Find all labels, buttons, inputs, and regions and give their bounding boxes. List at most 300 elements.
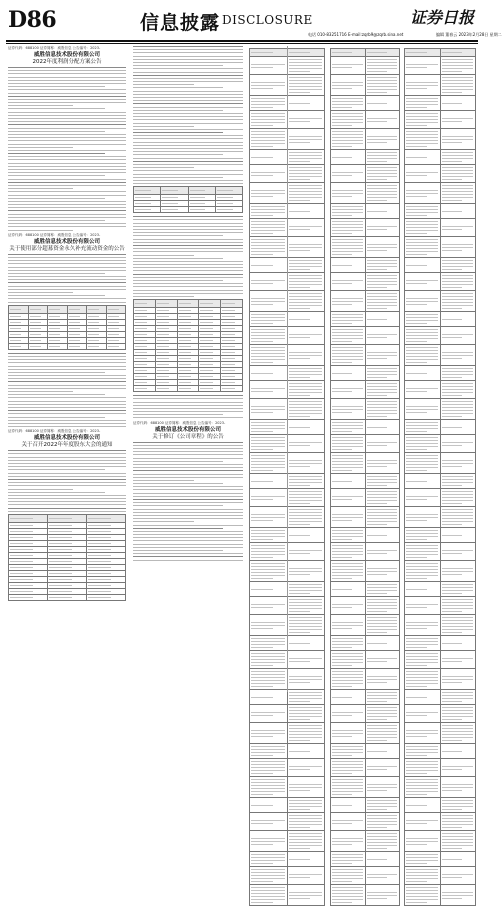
- cell-text-line: [442, 77, 474, 78]
- cell-text-line: [367, 263, 398, 264]
- table-row: [250, 885, 325, 906]
- cell-text-line: [406, 85, 438, 86]
- cell-text-line: [289, 92, 311, 93]
- table-row: [331, 381, 400, 399]
- cell-text-line: [332, 878, 363, 879]
- cell-text-line: [49, 591, 72, 592]
- cell-text-line: [406, 125, 427, 126]
- cell-text-line: [108, 346, 119, 347]
- cell-text-line: [289, 83, 323, 84]
- notice-title-block: [133, 427, 243, 441]
- cell-text-line: [289, 568, 323, 569]
- cell-text-line: [332, 143, 363, 144]
- cell-text-line: [332, 557, 352, 558]
- cell-text-line: [251, 82, 285, 83]
- table-row: [405, 96, 476, 111]
- table-cell: [331, 111, 366, 129]
- cell-text-line: [406, 791, 438, 792]
- cell-text-line: [332, 341, 352, 342]
- cell-text-line: [332, 887, 363, 888]
- table-cell: [155, 386, 177, 392]
- cell-text-line: [367, 608, 398, 609]
- table-row: [331, 690, 400, 705]
- table-cell: [250, 165, 288, 183]
- cell-text-line: [289, 833, 323, 834]
- cell-text-line: [406, 458, 438, 459]
- cell-text-line: [442, 848, 463, 849]
- table-cell: [250, 798, 288, 813]
- cell-text-line: [442, 413, 474, 414]
- text-line: [133, 414, 223, 415]
- table-row: [250, 813, 325, 831]
- cell-text-line: [200, 334, 212, 335]
- cell-text-line: [367, 809, 387, 810]
- cell-text-line: [10, 585, 33, 586]
- table-cell: [440, 723, 476, 744]
- table-divider: [287, 46, 288, 692]
- table-cell: [331, 399, 366, 420]
- cell-text-line: [406, 857, 438, 858]
- cell-text-line: [289, 416, 311, 417]
- cell-text-line: [406, 251, 438, 252]
- cell-text-line: [10, 531, 33, 532]
- table-cell: [287, 453, 325, 474]
- cell-text-line: [406, 431, 427, 432]
- cell-text-line: [251, 172, 285, 173]
- cell-text-line: [367, 845, 398, 846]
- cell-text-line: [10, 525, 33, 526]
- cell-text-line: [289, 152, 323, 153]
- cell-text-line: [251, 548, 285, 549]
- cell-text-line: [406, 227, 438, 228]
- table-cell: [440, 615, 476, 636]
- cell-text-line: [406, 190, 438, 191]
- cell-text-line: [157, 340, 169, 341]
- cell-text-line: [162, 190, 178, 191]
- text-line: [8, 112, 126, 113]
- cell-text-line: [30, 322, 41, 323]
- cell-text-line: [289, 682, 311, 683]
- table-cell: [365, 204, 400, 219]
- table-cell: [287, 291, 325, 312]
- cell-text-line: [442, 815, 474, 816]
- cell-text-line: [200, 328, 212, 329]
- text-line: [133, 547, 243, 548]
- table-row: [405, 723, 476, 744]
- text-line: [133, 219, 243, 220]
- text-line: [133, 417, 243, 418]
- text-line: [133, 270, 243, 271]
- cell-text-line: [251, 551, 285, 552]
- table-row: [331, 705, 400, 723]
- cell-text-line: [367, 695, 398, 696]
- cell-text-line: [289, 877, 311, 878]
- table-cell: [250, 669, 288, 690]
- table-cell: [177, 386, 199, 392]
- table-cell: [250, 867, 288, 885]
- cell-text-line: [289, 179, 311, 180]
- cell-text-line: [88, 309, 99, 310]
- cell-text-line: [251, 863, 273, 864]
- cell-text-line: [406, 425, 438, 426]
- table-cell: [365, 165, 400, 183]
- table-cell: [287, 57, 325, 75]
- cell-text-line: [442, 416, 463, 417]
- text-line: [8, 385, 126, 386]
- text-line: [133, 183, 243, 184]
- cell-text-line: [289, 737, 323, 738]
- data-table: [133, 186, 243, 213]
- cell-text-line: [200, 340, 212, 341]
- cell-text-line: [406, 461, 438, 462]
- text-line: [133, 534, 243, 535]
- cell-text-line: [251, 557, 273, 558]
- text-line: [133, 126, 194, 127]
- table-cell: [287, 636, 325, 651]
- cell-text-line: [367, 80, 398, 81]
- cell-text-line: [442, 52, 463, 53]
- cell-text-line: [367, 89, 398, 90]
- cell-text-line: [88, 561, 111, 562]
- table-cell: [405, 75, 441, 96]
- cell-text-line: [251, 869, 285, 870]
- cell-text-line: [289, 643, 311, 644]
- table-cell: [87, 343, 107, 349]
- cell-text-line: [332, 251, 363, 252]
- cell-text-line: [289, 200, 311, 201]
- table-row: [405, 852, 476, 867]
- cell-text-line: [406, 88, 427, 89]
- cell-text-line: [406, 212, 438, 213]
- cell-text-line: [222, 346, 234, 347]
- cell-text-line: [406, 209, 438, 210]
- cell-text-line: [289, 139, 323, 140]
- cell-text-line: [406, 533, 438, 534]
- cell-text-line: [289, 352, 323, 353]
- table-cell: [365, 651, 400, 669]
- cell-text-line: [332, 362, 352, 363]
- cell-text-line: [222, 352, 234, 353]
- cell-text-line: [289, 769, 311, 770]
- cell-text-line: [406, 686, 427, 687]
- cell-text-line: [251, 752, 285, 753]
- cell-text-line: [406, 323, 427, 324]
- cell-text-line: [251, 116, 285, 117]
- cell-text-line: [332, 566, 363, 567]
- table-row: [405, 345, 476, 366]
- cell-text-line: [367, 491, 398, 492]
- table-cell: [331, 759, 366, 777]
- cell-text-line: [289, 319, 311, 320]
- cell-text-line: [367, 568, 398, 569]
- text-line: [133, 119, 243, 120]
- cell-text-line: [179, 334, 191, 335]
- cell-text-line: [332, 461, 363, 462]
- cell-text-line: [30, 346, 41, 347]
- table-cell: [365, 813, 400, 831]
- table-cell: [287, 183, 325, 204]
- cell-text-line: [289, 809, 311, 810]
- cell-text-line: [289, 698, 323, 699]
- cell-text-line: [406, 563, 438, 564]
- cell-text-line: [332, 779, 363, 780]
- cell-text-line: [367, 170, 398, 171]
- cell-text-line: [289, 89, 323, 90]
- cell-text-line: [88, 573, 111, 574]
- cell-text-line: [442, 371, 474, 372]
- cell-text-line: [332, 872, 363, 873]
- cell-text-line: [157, 376, 169, 377]
- text-line: [133, 550, 223, 551]
- text-line: [133, 158, 243, 159]
- table-cell: [250, 852, 288, 867]
- cell-text-line: [442, 485, 463, 486]
- cell-text-line: [251, 589, 273, 590]
- cell-text-line: [367, 103, 387, 104]
- text-line: [133, 451, 243, 452]
- cell-text-line: [200, 316, 212, 317]
- text-line: [8, 144, 126, 145]
- cell-text-line: [442, 740, 463, 741]
- cell-text-line: [406, 589, 427, 590]
- cell-text-line: [332, 791, 363, 792]
- cell-text-line: [367, 299, 398, 300]
- text-line: [8, 118, 126, 119]
- cell-text-line: [442, 833, 474, 834]
- cell-text-line: [251, 496, 285, 497]
- cell-text-line: [442, 491, 474, 492]
- cell-text-line: [200, 346, 212, 347]
- cell-text-line: [442, 65, 474, 66]
- cell-text-line: [367, 833, 398, 834]
- table-cell: [28, 343, 48, 349]
- cell-text-line: [367, 599, 398, 600]
- cell-text-line: [367, 334, 398, 335]
- cell-text-line: [442, 355, 474, 356]
- cell-text-line: [251, 539, 273, 540]
- table-cell: [405, 759, 441, 777]
- table-cell: [331, 474, 366, 489]
- table-header-row: [134, 300, 243, 308]
- cell-text-line: [251, 227, 285, 228]
- text-line: [133, 97, 243, 98]
- cell-text-line: [442, 716, 474, 717]
- text-line: [8, 207, 126, 208]
- cell-text-line: [406, 499, 427, 500]
- table-row: [134, 207, 243, 213]
- text-line: [133, 461, 223, 462]
- text-line: [8, 426, 126, 427]
- cell-text-line: [49, 531, 72, 532]
- cell-text-line: [179, 310, 191, 311]
- cell-text-line: [442, 211, 463, 212]
- cell-text-line: [222, 364, 234, 365]
- text-line: [8, 105, 73, 106]
- cell-text-line: [289, 728, 323, 729]
- cell-text-line: [289, 377, 311, 378]
- table-row: [331, 798, 400, 813]
- cell-text-line: [332, 119, 363, 120]
- text-line: [8, 191, 126, 192]
- text-line: [133, 132, 223, 133]
- table-cell: [331, 597, 366, 615]
- text-line: [133, 448, 243, 449]
- cell-text-line: [332, 196, 352, 197]
- cell-text-line: [367, 179, 387, 180]
- cell-text-line: [200, 370, 212, 371]
- cell-text-line: [442, 386, 474, 387]
- notice-title: 关于使用部分超募资金永久补充流动资金的公告: [9, 245, 125, 252]
- cell-text-line: [367, 442, 398, 443]
- cell-text-line: [251, 563, 285, 564]
- cell-text-line: [332, 794, 352, 795]
- cell-text-line: [179, 370, 191, 371]
- cell-text-line: [367, 518, 398, 519]
- cell-text-line: [367, 445, 387, 446]
- cell-text-line: [442, 377, 463, 378]
- cell-text-line: [406, 671, 438, 672]
- cell-text-line: [251, 733, 285, 734]
- text-line: [133, 531, 243, 532]
- cell-text-line: [442, 319, 463, 320]
- table-row: [405, 867, 476, 885]
- cell-text-line: [251, 373, 273, 374]
- cell-text-line: [332, 863, 352, 864]
- table-cell: [161, 207, 188, 213]
- table-row: [250, 744, 325, 759]
- cell-text-line: [332, 656, 363, 657]
- cell-text-line: [406, 388, 438, 389]
- text-line: [133, 512, 243, 513]
- cell-text-line: [406, 440, 438, 441]
- table-cell: [405, 129, 441, 150]
- cell-text-line: [332, 131, 363, 132]
- cell-text-line: [251, 140, 285, 141]
- cell-text-line: [406, 517, 438, 518]
- cell-text-line: [367, 281, 398, 282]
- cell-text-line: [289, 629, 323, 630]
- cell-text-line: [442, 584, 474, 585]
- cell-text-line: [406, 116, 438, 117]
- notice-title-block: [8, 435, 126, 449]
- table-cell: [250, 723, 288, 744]
- cell-text-line: [190, 190, 206, 191]
- table-cell: [287, 561, 325, 582]
- cell-text-line: [251, 101, 285, 102]
- text-line: [133, 223, 243, 224]
- cell-text-line: [289, 355, 323, 356]
- text-line: [8, 410, 126, 411]
- table-cell: [287, 798, 325, 813]
- cell-text-line: [179, 322, 191, 323]
- cell-text-line: [251, 536, 285, 537]
- cell-text-line: [442, 587, 474, 588]
- table-cell: [440, 453, 476, 474]
- cell-text-line: [367, 620, 398, 621]
- cell-text-line: [289, 176, 323, 177]
- cell-text-line: [406, 854, 438, 855]
- cell-text-line: [442, 497, 474, 498]
- cell-text-line: [442, 658, 474, 659]
- text-line: [8, 504, 126, 505]
- table-cell: [365, 705, 400, 723]
- notice-body: [133, 216, 243, 297]
- cell-text-line: [135, 328, 147, 329]
- text-line: [8, 99, 126, 100]
- cell-text-line: [289, 226, 323, 227]
- cell-text-line: [162, 209, 178, 210]
- text-line: [8, 273, 105, 274]
- table-row: [250, 798, 325, 813]
- cell-text-line: [442, 806, 474, 807]
- cell-text-line: [367, 142, 387, 143]
- cell-text-line: [332, 190, 363, 191]
- text-line: [133, 180, 243, 181]
- cell-text-line: [442, 395, 463, 396]
- cell-text-line: [251, 779, 285, 780]
- cell-text-line: [406, 98, 438, 99]
- text-line: [133, 84, 194, 85]
- cell-text-line: [442, 460, 474, 461]
- cell-text-line: [49, 328, 60, 329]
- cell-text-line: [332, 671, 363, 672]
- cell-text-line: [442, 358, 463, 359]
- cell-text-line: [251, 791, 285, 792]
- text-line: [8, 137, 126, 138]
- cell-text-line: [251, 520, 273, 521]
- table-cell: [287, 381, 325, 399]
- cell-text-line: [406, 446, 438, 447]
- cell-text-line: [289, 806, 323, 807]
- cell-text-line: [406, 869, 438, 870]
- cell-text-line: [251, 428, 285, 429]
- cell-text-line: [251, 265, 273, 266]
- cell-text-line: [251, 131, 285, 132]
- table-cell: [405, 489, 441, 507]
- table-row: [405, 75, 476, 96]
- cell-text-line: [332, 638, 363, 639]
- cell-text-line: [332, 686, 352, 687]
- cell-text-line: [442, 602, 474, 603]
- cell-text-line: [406, 820, 438, 821]
- cell-text-line: [406, 697, 427, 698]
- table-row: [405, 474, 476, 489]
- cell-text-line: [289, 751, 311, 752]
- cell-text-line: [406, 131, 438, 132]
- text-line: [8, 498, 126, 499]
- text-line: [8, 372, 105, 373]
- cell-text-line: [88, 567, 111, 568]
- table-row: [331, 96, 400, 111]
- cell-text-line: [406, 607, 427, 608]
- cell-text-line: [69, 322, 80, 323]
- table-cell: [365, 582, 400, 597]
- text-line: [8, 217, 126, 218]
- cell-text-line: [179, 388, 191, 389]
- cell-text-line: [251, 251, 285, 252]
- cell-text-line: [367, 535, 387, 536]
- cell-text-line: [367, 466, 387, 467]
- cell-text-line: [406, 341, 427, 342]
- table-cell: [250, 183, 288, 204]
- table-row: [331, 129, 400, 150]
- cell-text-line: [289, 620, 323, 621]
- table-cell: [134, 300, 156, 308]
- cell-text-line: [332, 572, 363, 573]
- table-cell: [365, 561, 400, 582]
- table-row: [405, 57, 476, 75]
- cell-text-line: [251, 332, 285, 333]
